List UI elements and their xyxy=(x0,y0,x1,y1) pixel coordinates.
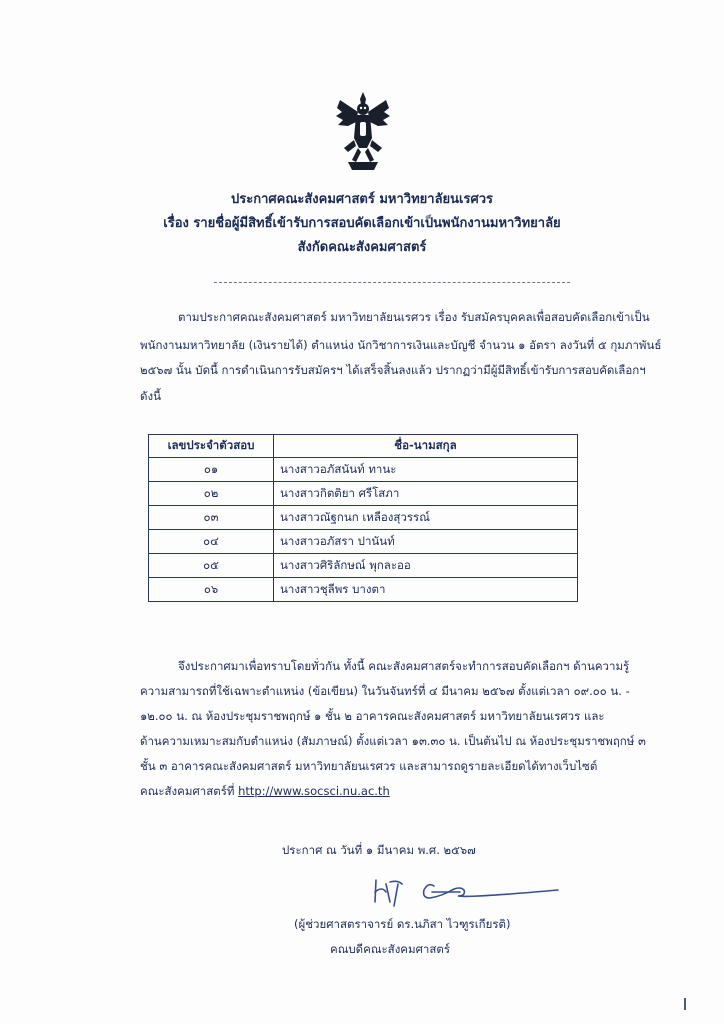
candidate-table xyxy=(148,434,578,602)
header-line-2: เรื่อง รายชื่อผู้มีสิทธิ์เข้ารับการสอบคัดเลือกเข้าเป็นพนักงานมหาวิทยาลัย xyxy=(163,216,561,231)
header-line-1: ประกาศคณะสังคมศาสตร์ มหาวิทยาลัยนเรศวร xyxy=(230,192,494,207)
website-link[interactable]: http://www.socsci.nu.ac.th xyxy=(238,784,390,798)
name-cell: นางสาวศิริลักษณ์ พุกละออ xyxy=(274,554,578,578)
intro-line-3: ๒๕๖๗ นั้น บัดนี้ การดำเนินการรับสมัครฯ ได้เสร็จสิ้นลงแล้ว ปรากฏว่ามีผู้มีสิทธิ์เข้ารับการสอบคัดเลือกฯ xyxy=(140,363,646,377)
header-line-3: สังกัดคณะสังคมศาสตร์ xyxy=(297,240,427,255)
intro-line-2: พนักงานมหาวิทยาลัย (เงินรายได้) ตำแหน่ง นักวิชาการเงินและบัญชี จำนวน ๑ อัตรา ลงวันที่ ๕ กุมภาพันธ์ xyxy=(140,338,662,352)
table-row xyxy=(149,530,578,554)
header-exam-id: เลขประจำตัวสอบ xyxy=(149,435,274,458)
exam-id-cell: ๐๒ xyxy=(149,482,274,506)
table-row xyxy=(149,554,578,578)
handwritten-signature xyxy=(372,872,562,912)
body-line-6 xyxy=(140,783,390,801)
table-row xyxy=(149,458,578,482)
intro-line-4: ดังนี้ xyxy=(140,389,161,403)
body-line-5: ชั้น ๓ อาคารคณะสังคมศาสตร์ มหาวิทยาลัยนเรศวร และสามารถดูรายละเอียดได้ทางเว็บไซต์ xyxy=(140,759,598,773)
table-row xyxy=(149,506,578,530)
header-full-name: ชื่อ-นามสกุล xyxy=(274,435,578,458)
signatory-title: คณบดีคณะสังคมศาสตร์ xyxy=(330,942,450,956)
website-prefix: คณะสังคมศาสตร์ที่ xyxy=(140,784,239,798)
table-row xyxy=(149,578,578,602)
name-cell: นางสาวอภัสรา ปานันท์ xyxy=(274,530,578,554)
body-line-1: จึงประกาศมาเพื่อทราบโดยทั่วกัน ทั้งนี้ คณะสังคมศาสตร์จะทำการสอบคัดเลือกฯ ด้านความรู้ xyxy=(178,659,630,673)
name-cell: นางสาวณัฐกนก เหลืองสุวรรณ์ xyxy=(274,506,578,530)
exam-id-cell: ๐๔ xyxy=(149,530,274,554)
garuda-emblem-icon xyxy=(334,90,392,172)
exam-id-cell: ๐๑ xyxy=(149,458,274,482)
body-line-3: ๑๒.๐๐ น. ณ ห้องประชุมราชพฤกษ์ ๑ ชั้น ๒ อาคารคณะสังคมศาสตร์ มหาวิทยาลัยนเรศวร และ xyxy=(140,709,605,723)
name-cell: นางสาวชุลีพร บางตา xyxy=(274,578,578,602)
header-divider xyxy=(214,282,570,283)
body-line-2: ความสามารถที่ใช้เฉพาะตำแหน่ง (ข้อเขียน) ในวันจันทร์ที่ ๔ มีนาคม ๒๕๖๗ ตั้งแต่เวลา ๐๙.๐๐ น. - xyxy=(140,684,630,698)
table-row xyxy=(149,482,578,506)
scan-mark xyxy=(684,998,686,1010)
exam-id-cell: ๐๓ xyxy=(149,506,274,530)
signatory-name: (ผู้ช่วยศาสตราจารย์ ดร.นภิสา ไวฑูรเกียรติ) xyxy=(294,917,511,931)
name-cell: นางสาวอภัสนันท์ ทานะ xyxy=(274,458,578,482)
table-header-row xyxy=(149,435,578,458)
exam-id-cell: ๐๖ xyxy=(149,578,274,602)
name-cell: นางสาวกิตติยา ศรีโสภา xyxy=(274,482,578,506)
body-line-4: ด้านความเหมาะสมกับตำแหน่ง (สัมภาษณ์) ตั้งแต่เวลา ๑๓.๓๐ น. เป็นต้นไป ณ ห้องประชุมราชพฤกษ์ ๓ xyxy=(140,734,646,748)
intro-line-1: ตามประกาศคณะสังคมศาสตร์ มหาวิทยาลัยนเรศวร เรื่อง รับสมัครบุคคลเพื่อสอบคัดเลือกเข้าเป็น xyxy=(178,310,650,324)
exam-id-cell: ๐๕ xyxy=(149,554,274,578)
announce-date: ประกาศ ณ วันที่ ๑ มีนาคม พ.ศ. ๒๕๖๗ xyxy=(282,843,476,857)
